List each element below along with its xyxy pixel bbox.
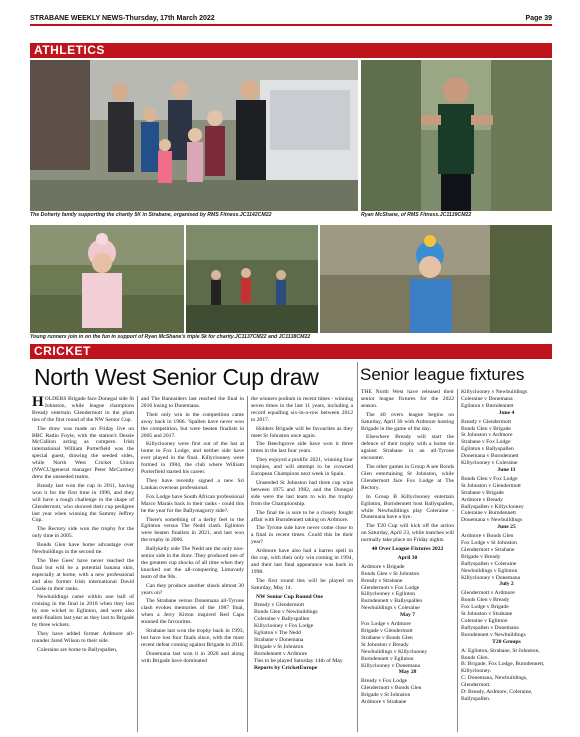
fixture-line: Ballyspallen v Donemana	[461, 624, 519, 631]
article-paragraph: Donemana last won it in 2020 and along with Brigade have dominated	[141, 650, 244, 664]
article-paragraph: The Beechgrove side have won it three times in the last four years.	[251, 441, 353, 455]
fixture-line: Glendermott v Ardmore	[461, 590, 515, 597]
fixture-line: Bonds Glen v Newbuildings	[254, 609, 318, 616]
article-paragraph: THE North West have released their senior league fixtures for the 2022 season.	[361, 389, 454, 409]
date-heading: June 25	[497, 524, 516, 531]
fixture-line: Bonds Glen v Fox Lodge	[461, 475, 518, 482]
fixture-line: Coleraine v Eglinton	[461, 618, 508, 624]
article-paragraph: In Group B Killyclooney entertain Eglinton, Burndennett host Ballyspallen, while Newbuildings play Coleraine - Donemana have a bye.	[361, 493, 454, 521]
article-paragraph: The Tyrone side have never come close to a final in recent times. Could this be their year?	[251, 525, 353, 546]
fixture-line: Glendermott v Strabane	[461, 546, 515, 553]
article-paragraph: Bonds Glen have home advantage over Newbuildings in the second tie.	[32, 542, 134, 556]
fixtures-headline: Senior league fixtures	[360, 365, 525, 384]
date-heading: April 30	[397, 554, 418, 561]
doherty-family-photo	[30, 60, 358, 211]
date-heading: May 28	[398, 669, 417, 676]
article-paragraph: Fox Lodge have South African professional Marco Marais back in their ranks - could this be the year for the Ballymagorry side?.	[141, 493, 244, 514]
t20-group: B: Brigade, Fox Lodge, Burndennett, Killyclooney.	[461, 661, 545, 675]
fixture-line: Bready v Strabane	[361, 577, 403, 584]
t20-group: A: Eglinton, Strabane, St Johnston, Bonds Glen.	[461, 647, 540, 661]
photo2-caption: Ryan McShane, of RMS Fitness.JC1139CM22	[361, 212, 472, 218]
article-paragraph: and The Bannsiders last reached the final in 2016 losing to Donemana.	[141, 396, 244, 409]
young-runner-photo-3	[320, 225, 552, 333]
fixture-line: Strabane v Fox Lodge	[461, 439, 511, 446]
page-number: Page 39	[525, 14, 552, 22]
article-paragraph: Their only win in the competition came away back in 1986. 'Spallen have never won the competition, but were beaten finalists in 2005 and 2017.	[141, 411, 244, 439]
article-paragraph: The first round ties will be played on Saturday, May 14.	[251, 577, 353, 591]
fixture-line: Brigade v Bready	[461, 553, 501, 560]
fixture-line: Ballyspallen v Killyclooney	[461, 503, 524, 510]
column-rule	[357, 362, 358, 732]
article-paragraph: The 'Bee Gees' have never reached the final but will be a potential banana skin, especially at home, with a new professional and also former Irish international David Cooke in their ranks.	[32, 557, 134, 592]
article-paragraph: The final tie is sure to be a closely fought affair with Burndennett taking on Ardmore.	[251, 509, 353, 523]
article-column-2	[141, 396, 244, 667]
fixture-line: Fox Lodge v Ardmore	[361, 621, 411, 628]
fixture-line: Newbuildings v Eglinton	[461, 567, 518, 574]
date-heading: May 7	[399, 612, 416, 619]
fixture-line: Donemana v Burndennett	[461, 453, 519, 460]
fixture-line: Newbuildings v Killyclooney	[361, 648, 428, 655]
photo1-caption: The Doherty family supporting the charity 5K in Strabane, organised by RMS Fitness.JC1142CM22	[30, 212, 272, 218]
fixture-line: Ardmore v Brigade	[361, 563, 405, 570]
fixture-line: Ardmore v Bready	[461, 496, 503, 503]
fixture-line: Brigade v St Johnston	[361, 692, 411, 699]
article-paragraph: Elsewhere Bready will start the defence of their trophy with a home tie against Strabane in an all-Tyrone encounter.	[361, 434, 454, 462]
fixture-line: Bready v Glendermott	[461, 418, 512, 425]
fixture-line: Burndennett v Ardmore	[254, 650, 308, 657]
article-paragraph: Killyclooney were first out of the hat at home to Fox Lodge, and neither side have ever played in the final. Killyclooney were formed in 1984, the club where William Porterfield started his career.	[141, 441, 244, 476]
page-header	[30, 12, 552, 24]
date-heading: July 2	[499, 581, 514, 588]
article-paragraph: Holders Brigade will be favourites as they meet St Johnston once again.	[251, 425, 353, 439]
article-paragraph: The Strabane versus Donemana all-Tyrone clash evokes memories of the 1987 final, when a Jerry Kirton inspired Red Caps stunned the favourites.	[141, 598, 244, 626]
article-paragraph: They have added former Ardmore all-rounder Jared Wilson to their side.	[32, 631, 134, 644]
article-paragraph: The other games in Group A see Bonds Glen entertaining St Johnston, while Glendermott face Fox Lodge at The Rectory.	[361, 464, 454, 491]
fixture-line: St Johnston v Bready	[361, 641, 409, 648]
article-paragraph: Ardmore have also had a barren spell in the cup, with their only win coming in 1994, and their last final appearance was back in 1998.	[251, 548, 353, 575]
article-column-3	[251, 396, 353, 672]
athletics-label: ATHLETICS	[34, 43, 105, 57]
fixture-line: Coleraine v Donemana	[461, 395, 513, 402]
date-heading: June 11	[497, 466, 516, 473]
column-rule	[457, 389, 458, 732]
fixture-line: Bonds Glen v St Johnston	[361, 570, 420, 577]
fixture-line: Burndennett v Ballyspallen	[361, 598, 423, 605]
tie-note: Ties to be played Saturday 14th of May	[254, 657, 343, 664]
fixture-line: Eglinton v The Nedd	[254, 630, 301, 637]
article-paragraph: Strabane last won the trophy back in 1993, but have lost four finals since, with the most recent defeat coming against Brigade in 2010.	[141, 628, 244, 648]
article-paragraph: Unseeded St Johnston had three cup wins between 1975 and 1982, and the Donegal side were the last team to win the trophy from the Championship.	[251, 479, 353, 507]
fixture-line: Fox Lodge v St Johnston	[461, 540, 517, 547]
fixture-line: Brigade v Glendermott	[361, 628, 413, 634]
fixture-line: Bready v Glendermott	[254, 602, 305, 609]
fixture-line: Bonds Glen v Bready	[461, 597, 510, 604]
column-rule	[247, 396, 248, 732]
fixture-line: Coleraine v Ballyspallen	[254, 616, 310, 623]
fixture-line: Fox Lodge v Brigade	[461, 604, 509, 611]
article-paragraph: Can they produce another shock almost 30 years on?	[141, 582, 244, 596]
t20-group: C: Donemana, Newbuildings, Glendermott.	[461, 675, 528, 689]
article-paragraph: The T20 Cup will kick off the action on Saturday, April 23, while matches will normally take place on Friday nights.	[361, 523, 454, 544]
article-paragraph: the winners podium in recent times - winning seven times in the last 11 years, including a record equalling six-in-a-row between 2012 to 2017.	[251, 396, 353, 423]
fixture-line: Glendermott v Fox Lodge	[361, 584, 420, 591]
fixture-line: Coleraine v Burndennett	[461, 510, 516, 517]
fixture-line: Strabane v Brigade	[461, 489, 504, 496]
athletics-section-bar	[30, 43, 552, 58]
article-paragraph: Newbuildings came within one ball of cruising in the final in 2018 when they lost by one wicket to Eglinton, and were also semi-finalists last year as they lost to Brigade by three wickets.	[32, 594, 134, 629]
article-paragraph: There's something of a derby feel to the Eglinton versus The Nedd clash. Eglinton were beaten finalists in 2021, and last won the trophy in 2006.	[141, 516, 244, 544]
fixture-line: Ardmore v Bonds Glen	[461, 533, 514, 540]
article-paragraph: They enjoyed a prolific 2021, winning four trophies, and will attempt to be crowned European Champions next week in Spain.	[251, 457, 353, 478]
fixture-line: Strabane v Donemana	[254, 637, 304, 643]
fixture-line: Eglinton v Ballyspallen	[461, 446, 514, 453]
publication-date: STRABANE WEEKLY NEWS-Thursday, 17th March 2022	[30, 14, 215, 22]
fixture-line: St Johnston v Strabane	[461, 611, 513, 618]
round-one-heading: NW Senior Cup Round One	[256, 593, 323, 600]
fixture-line: Brigade v St Johnston	[254, 643, 304, 650]
fixture-line: Newbuildings v Coleraine	[361, 605, 420, 612]
young-runner-photo-1	[30, 225, 184, 333]
ryan-mcshane-photo	[361, 60, 552, 211]
fixture-line: St Johnston v Glendermott	[461, 482, 521, 489]
cricket-label: CRICKET	[34, 344, 91, 358]
young-runners-photo-2	[186, 225, 318, 333]
date-heading: June 4	[498, 409, 515, 416]
fixture-line: Ballyspallen v Coleraine	[461, 560, 517, 567]
column-rule	[137, 396, 138, 732]
date-heading: T20 Groups	[492, 638, 521, 645]
photo-row-caption: Young runners join in on the fun in support of Ryan McShane's triple 5k for charity.JC1137CM22 and JC1138CM22	[30, 334, 311, 340]
article-paragraph: The 40 overs league begins on Saturday, April 30 with Ardmore hosting Brigade in the game of the day.	[361, 411, 454, 432]
fixture-line: Killyclooney v Eglinton	[361, 591, 416, 598]
article-paragraph: They have recently signed a new Sri Lankan overseas professional.	[141, 477, 244, 491]
article-paragraph: Ballykelly side The Nedd are the only non-senior side in the draw. They produced one of the greatest cup shocks of all time when they knocked out the all-conquering Limavady team of the 90s.	[141, 546, 244, 580]
header-rule	[30, 24, 552, 26]
fixture-line: Glendermott v Bonds Glen	[361, 685, 422, 692]
fixtures-heading: 40 Over League Fixtures 2022	[371, 546, 444, 553]
fixture-line: Killyclooney v Coleraine	[461, 460, 518, 467]
fixture-line: Killyclooney v Newbuildings	[461, 389, 528, 395]
article-paragraph: The draw was made on Friday live on BBC Radio Foyle, with the station's Dessie McCallion acting as compere. Irish international William Porterfield was the special guest, drawing the seeded sides, while North West Cricket Union (NWCU)general manager Peter McCartney drew the unseeded teams.	[32, 425, 134, 480]
article-headline: North West Senior Cup draw	[34, 364, 319, 390]
article-paragraph: HOLDERS Brigade face Donegal side St Johnston, while league champions Bready entertain Glendermott in the plum ties of the first round of the NW Senior Cup.	[32, 394, 134, 423]
article-paragraph: The Rectory side won the trophy for the only time in 2005.	[32, 526, 134, 540]
fixture-line: Bready v Fox Lodge	[361, 678, 408, 685]
dropcap: H	[32, 394, 44, 410]
fixture-line: St Johnston v Ardmore	[461, 432, 513, 439]
fixture-line: Ardmore v Strabane	[361, 699, 407, 706]
fixture-line: Killyclooney v Donemana	[461, 574, 521, 581]
byline: Reports by CricketEurope	[254, 664, 318, 671]
fixtures-column-2	[461, 389, 552, 703]
fixture-line: Burndennett v Eglinton	[361, 655, 414, 662]
fixture-line: Bonds Glen v Brigade	[461, 425, 511, 432]
fixture-line: Donemana v Newbuildings	[461, 517, 523, 524]
fixture-line: Killyclooney v Fox Lodge	[254, 623, 314, 630]
cricket-section-bar	[30, 344, 552, 359]
article-paragraph: Coleraine are home to Ballyspallen,	[37, 646, 118, 653]
article-paragraph: Bready last won the cup in 2011, having won it for the first time in 1996, and they will have a tough challenge in the shape of Glendermott, who showed their cup pedigree last year when winning the Sammy Jeffrey Cup.	[32, 482, 134, 524]
fixture-line: Eglinton v Burndennett	[461, 402, 514, 409]
fixture-line: Strabane v Bonds Glen	[361, 634, 413, 641]
article-column-1	[32, 396, 134, 656]
fixture-line: Burndennett v Newbuildings	[461, 631, 526, 638]
fixture-line: Killyclooney v Donemana	[361, 662, 421, 669]
fixtures-column-1	[361, 389, 454, 706]
t20-group: D: Bready, Ardmore, Coleraine, Ballyspallen.	[461, 689, 533, 702]
